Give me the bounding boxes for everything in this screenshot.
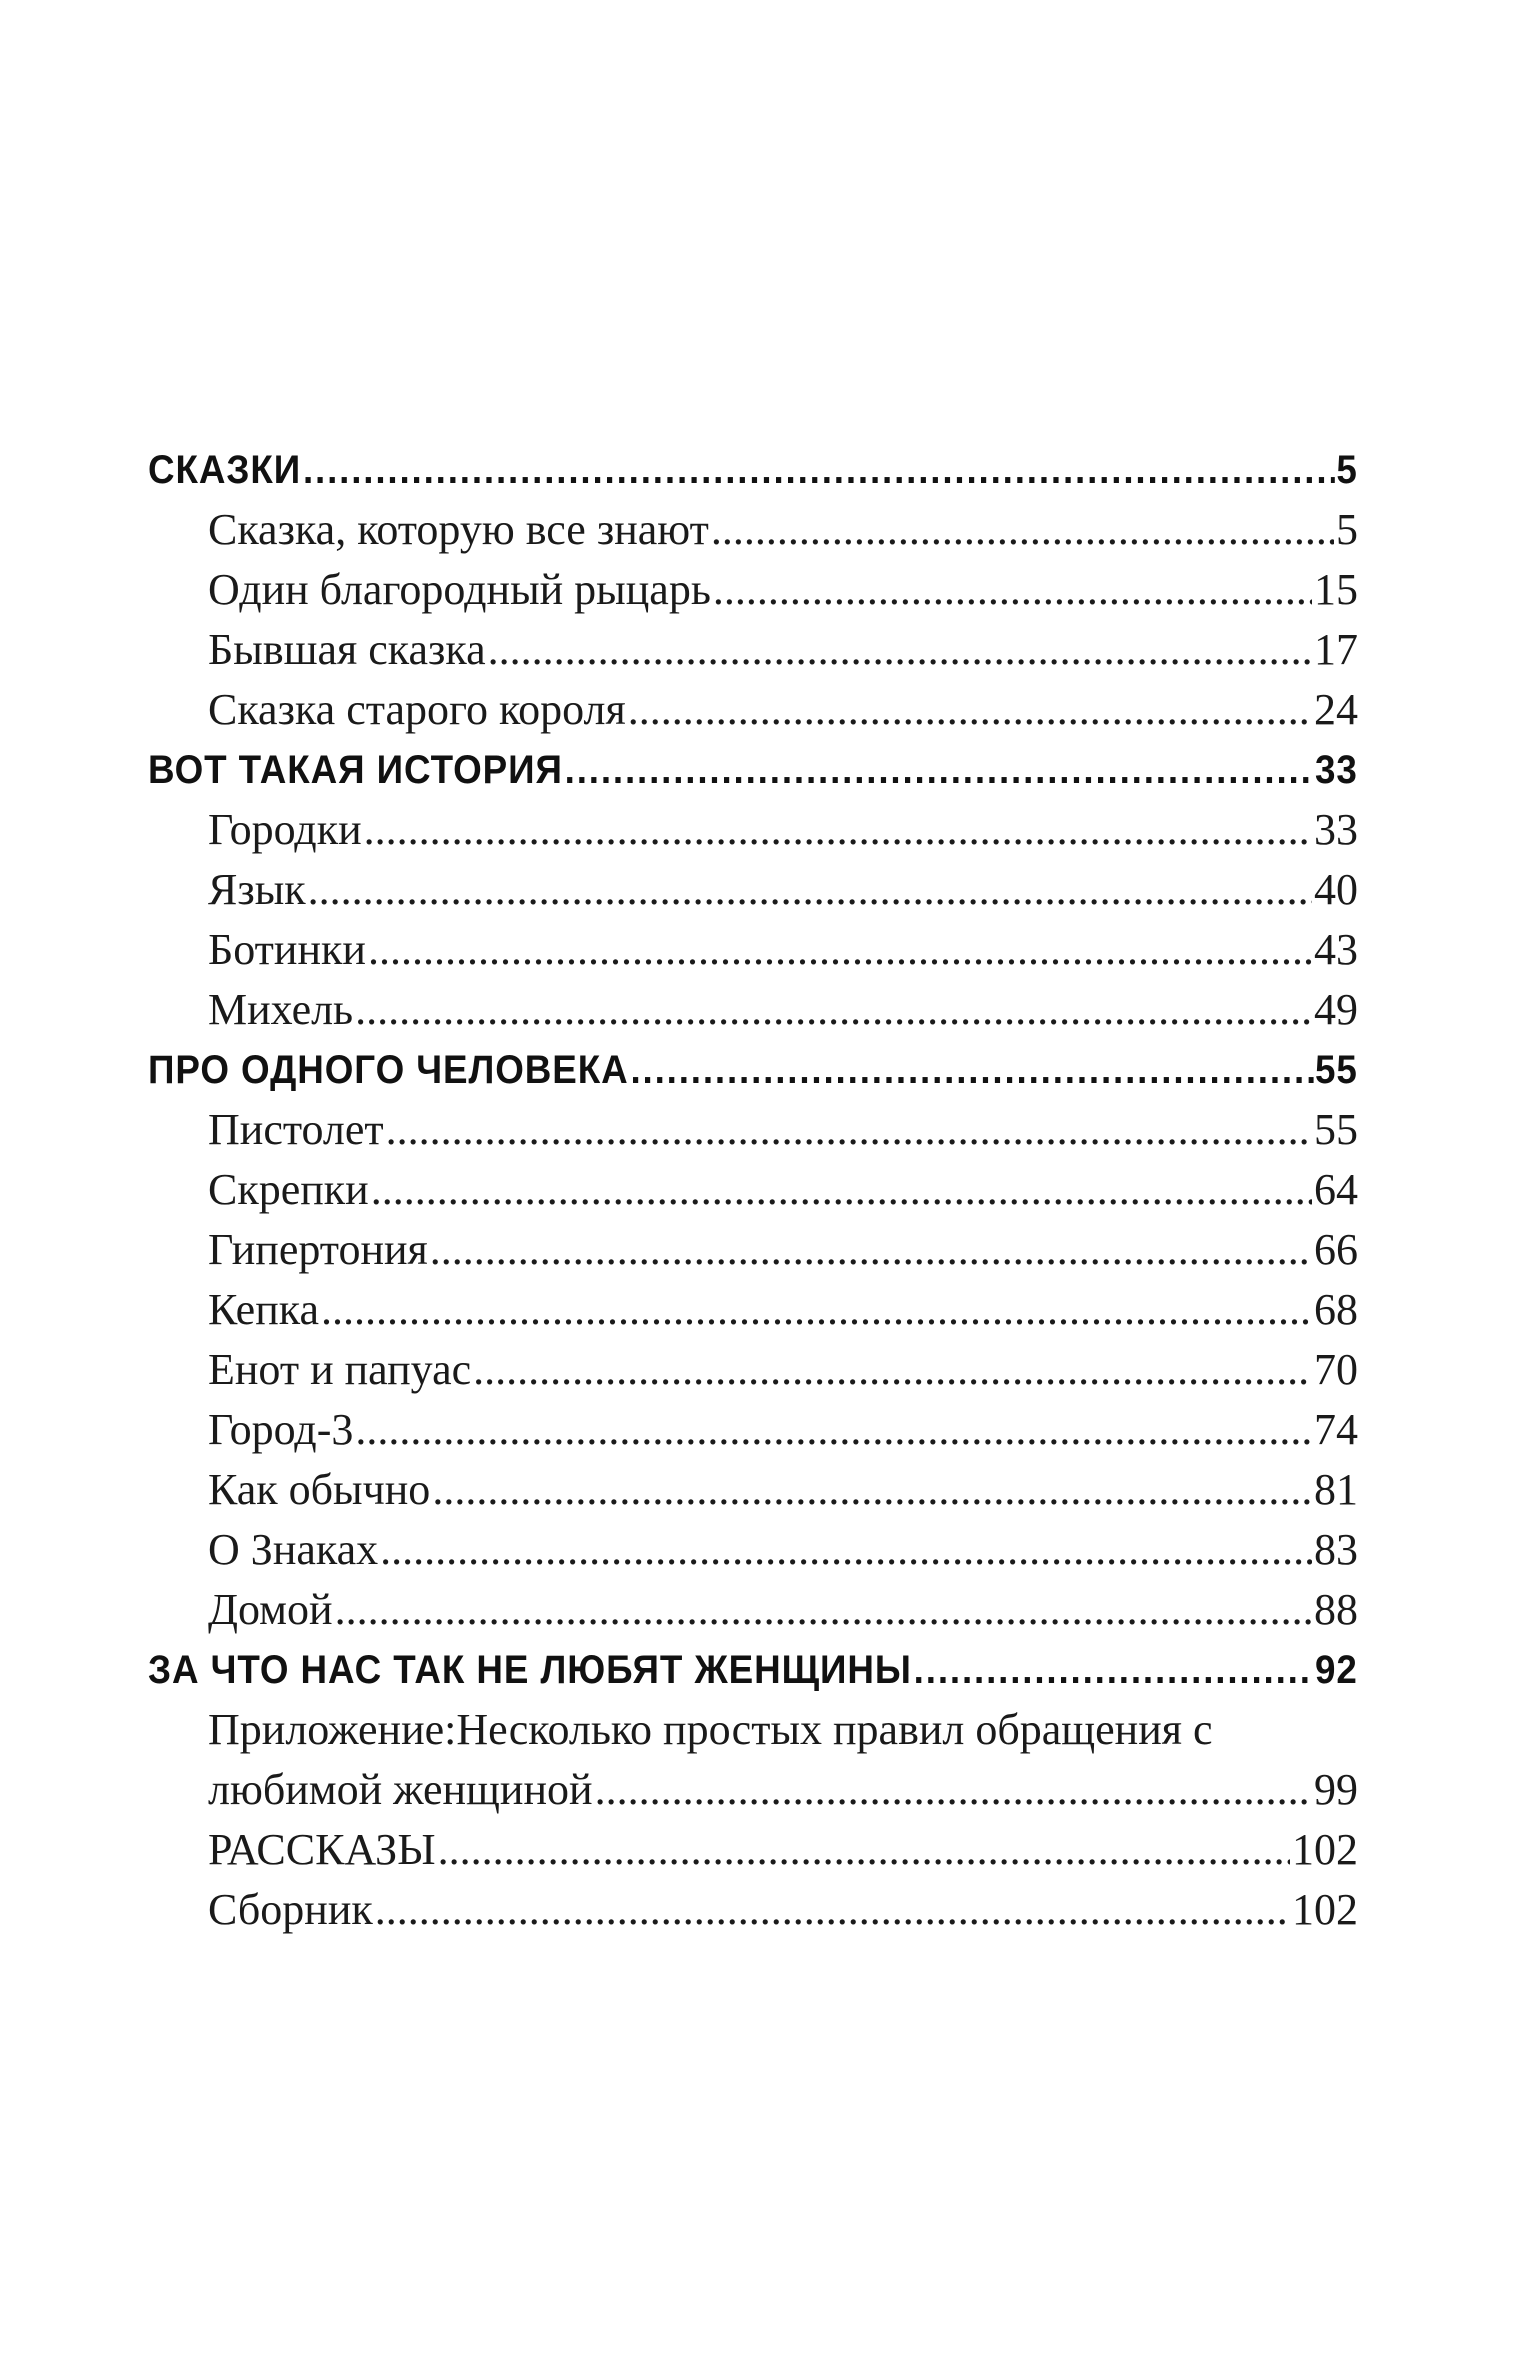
toc-item-entry[interactable] bbox=[148, 680, 1358, 740]
item-title: О Знаках bbox=[208, 1525, 379, 1574]
item-title: Пистолет bbox=[208, 1105, 384, 1154]
toc-item-entry[interactable] bbox=[148, 1580, 1358, 1640]
item-title: Город-3 bbox=[208, 1405, 354, 1454]
page-number: 33 bbox=[1315, 748, 1358, 792]
page-number: 5 bbox=[1336, 448, 1358, 492]
toc-item-entry[interactable] bbox=[148, 980, 1358, 1040]
page-number: 66 bbox=[1314, 1225, 1358, 1274]
item-title: Енот и папуас bbox=[208, 1345, 472, 1394]
dot-leader bbox=[565, 740, 1314, 800]
dot-leader bbox=[432, 1460, 1312, 1520]
dot-leader bbox=[371, 1160, 1312, 1220]
toc-item-entry[interactable] bbox=[148, 1880, 1358, 1940]
item-title: Бывшая сказка bbox=[208, 625, 486, 674]
page-number: 43 bbox=[1314, 925, 1358, 974]
toc-item-entry[interactable] bbox=[148, 1340, 1358, 1400]
dot-leader bbox=[473, 1340, 1312, 1400]
item-title: Михель bbox=[208, 985, 354, 1034]
item-title: Ботинки bbox=[208, 925, 366, 974]
page-number: 99 bbox=[1314, 1765, 1358, 1814]
dot-leader bbox=[630, 1040, 1313, 1100]
toc-chapter-entry[interactable] bbox=[148, 1640, 1358, 1700]
page-number: 88 bbox=[1314, 1585, 1358, 1634]
dot-leader bbox=[355, 980, 1312, 1040]
item-title: Скрепки bbox=[208, 1165, 369, 1214]
toc-item-entry[interactable] bbox=[148, 1280, 1358, 1340]
chapter-title: ПРО ОДНОГО ЧЕЛОВЕКА bbox=[148, 1048, 629, 1092]
dot-leader bbox=[595, 1760, 1312, 1820]
item-title: Язык bbox=[208, 865, 306, 914]
chapter-title: ЗА ЧТО НАС ТАК НЕ ЛЮБЯТ ЖЕНЩИНЫ bbox=[148, 1648, 912, 1692]
dot-leader bbox=[355, 1400, 1312, 1460]
page-number: 92 bbox=[1315, 1648, 1358, 1692]
page-number: 49 bbox=[1314, 985, 1358, 1034]
toc-item-entry[interactable] bbox=[148, 1520, 1358, 1580]
item-title: Сказка, которую все знают bbox=[208, 505, 709, 554]
dot-leader bbox=[628, 680, 1312, 740]
item-title: Один благородный рыцарь bbox=[208, 565, 711, 614]
dot-leader bbox=[364, 800, 1312, 860]
page-number: 55 bbox=[1314, 1105, 1358, 1154]
table-of-contents bbox=[148, 440, 1358, 1940]
page-number: 55 bbox=[1315, 1048, 1358, 1092]
toc-wrapped-entry[interactable] bbox=[148, 1700, 1358, 1820]
dot-leader bbox=[308, 860, 1312, 920]
toc-item-entry[interactable] bbox=[148, 1400, 1358, 1460]
page-number: 17 bbox=[1314, 625, 1358, 674]
toc-item-entry[interactable] bbox=[148, 1820, 1358, 1880]
item-title: Гипертония bbox=[208, 1225, 428, 1274]
item-title: Кепка bbox=[208, 1285, 319, 1334]
dot-leader bbox=[386, 1100, 1312, 1160]
page-number: 64 bbox=[1314, 1165, 1358, 1214]
page-number: 83 bbox=[1314, 1525, 1358, 1574]
toc-item-entry-continuation bbox=[148, 1760, 1358, 1820]
toc-item-entry[interactable] bbox=[148, 1460, 1358, 1520]
dot-leader bbox=[321, 1280, 1312, 1340]
toc-item-entry[interactable] bbox=[148, 1100, 1358, 1160]
item-title: Домой bbox=[208, 1585, 333, 1634]
page-number: 24 bbox=[1314, 685, 1358, 734]
toc-item-entry[interactable] bbox=[148, 620, 1358, 680]
page-number: 102 bbox=[1292, 1885, 1358, 1934]
toc-chapter-entry[interactable] bbox=[148, 740, 1358, 800]
item-title: Сборник bbox=[208, 1885, 373, 1934]
item-title-line-1: Приложение:Несколько простых правил обращения с bbox=[208, 1705, 1213, 1754]
toc-item-entry[interactable] bbox=[148, 800, 1358, 860]
toc-chapter-entry[interactable] bbox=[148, 440, 1358, 500]
dot-leader bbox=[368, 920, 1312, 980]
page-number: 102 bbox=[1292, 1825, 1358, 1874]
page-number: 33 bbox=[1314, 805, 1358, 854]
dot-leader bbox=[380, 1520, 1312, 1580]
dot-leader bbox=[303, 440, 1335, 500]
page-number: 81 bbox=[1314, 1465, 1358, 1514]
toc-item-entry[interactable] bbox=[148, 560, 1358, 620]
item-title: Сказка старого короля bbox=[208, 685, 626, 734]
toc-item-entry[interactable] bbox=[148, 500, 1358, 560]
toc-item-entry[interactable] bbox=[148, 920, 1358, 980]
dot-leader bbox=[438, 1820, 1290, 1880]
dot-leader bbox=[430, 1220, 1312, 1280]
page-number: 5 bbox=[1336, 505, 1358, 554]
page-number: 15 bbox=[1314, 565, 1358, 614]
page-number: 68 bbox=[1314, 1285, 1358, 1334]
dot-leader bbox=[488, 620, 1312, 680]
item-title: Как обычно bbox=[208, 1465, 431, 1514]
dot-leader bbox=[914, 1640, 1313, 1700]
chapter-title: СКАЗКИ bbox=[148, 448, 302, 492]
page-number: 40 bbox=[1314, 865, 1358, 914]
toc-item-entry[interactable] bbox=[148, 860, 1358, 920]
dot-leader bbox=[713, 560, 1312, 620]
toc-chapter-entry[interactable] bbox=[148, 1040, 1358, 1100]
dot-leader bbox=[375, 1880, 1290, 1940]
dot-leader bbox=[711, 500, 1334, 560]
toc-item-entry[interactable] bbox=[148, 1220, 1358, 1280]
page-number: 74 bbox=[1314, 1405, 1358, 1454]
item-title: любимой женщиной bbox=[208, 1765, 593, 1814]
toc-item-entry[interactable] bbox=[148, 1160, 1358, 1220]
item-title: РАССКАЗЫ bbox=[208, 1825, 436, 1874]
page-number: 70 bbox=[1314, 1345, 1358, 1394]
item-title: Городки bbox=[208, 805, 362, 854]
chapter-title: ВОТ ТАКАЯ ИСТОРИЯ bbox=[148, 748, 563, 792]
dot-leader bbox=[335, 1580, 1312, 1640]
